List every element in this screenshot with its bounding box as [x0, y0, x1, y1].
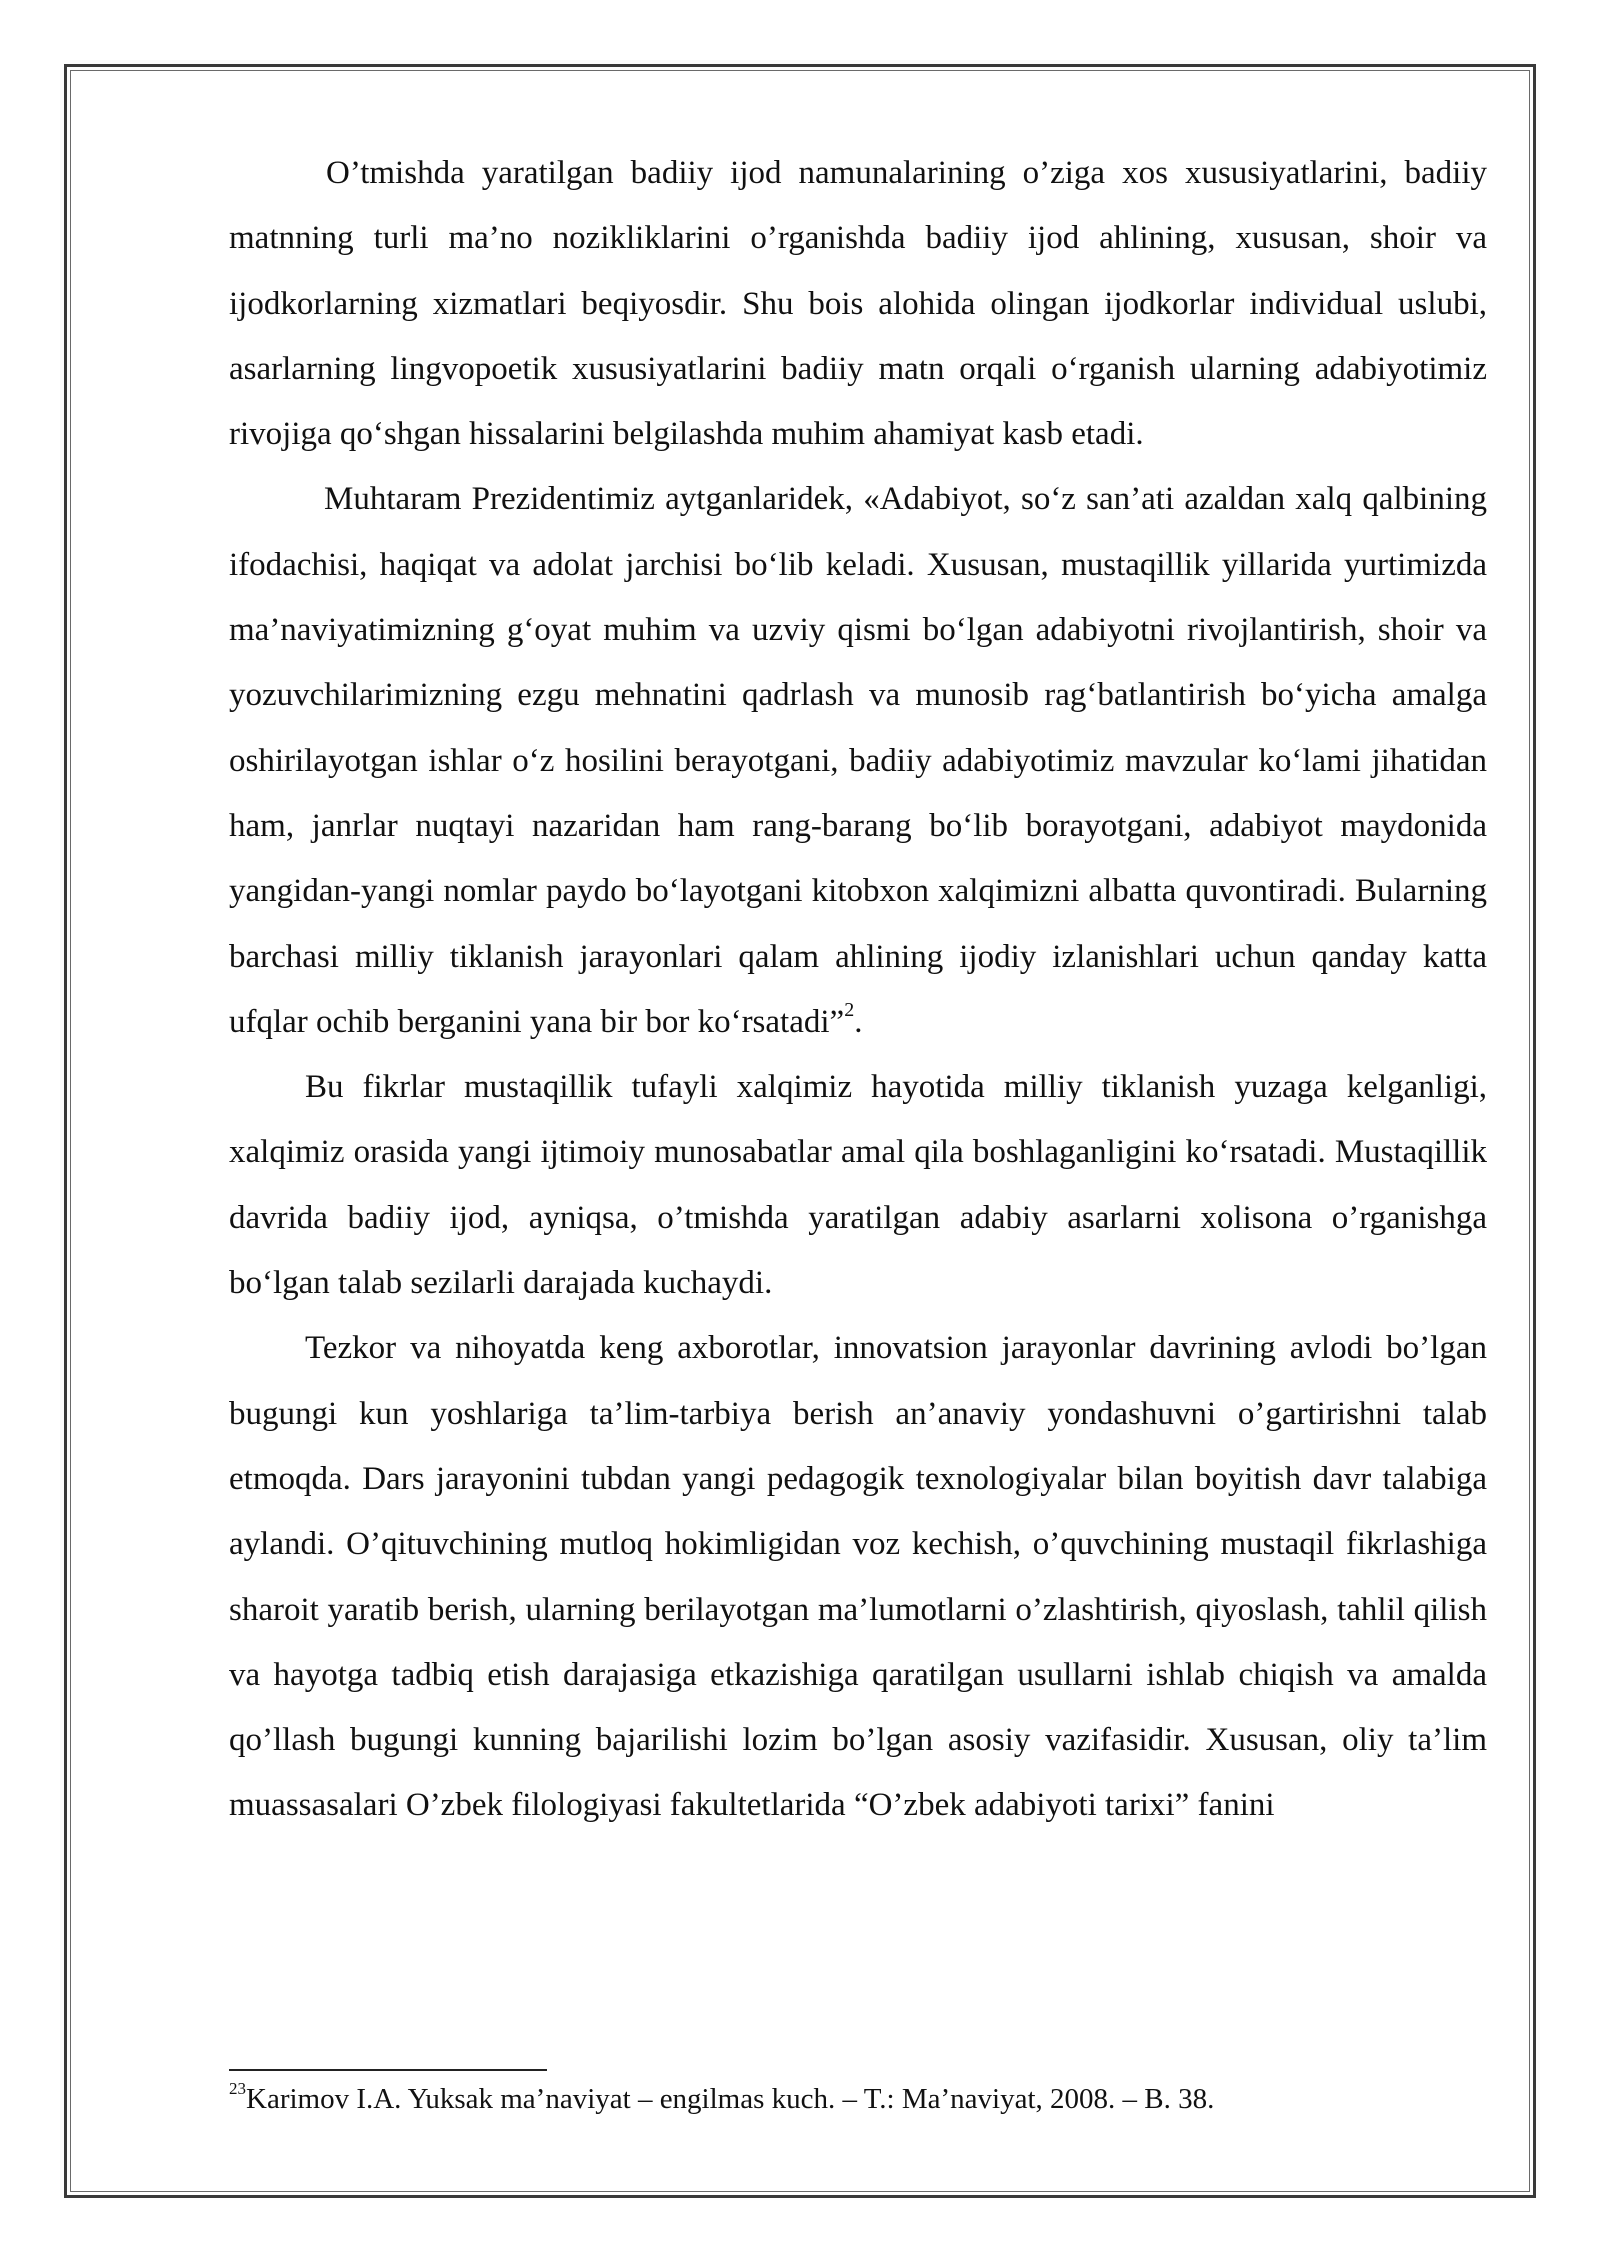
paragraph-3: Bu fikrlar mustaqillik tufayli xalqimiz hayotida milliy tiklanish yuzaga kelganligi, xalqimiz orasida yangi ijtimoiy munosabatlar amal qila boshlaganligini ko‘rsatadi. Mustaqillik davrida badiiy ijod, ayniqsa, o’tmishda yaratilgan adabiy asarlarni xolisona o’rganishga bo‘lgan talab sezilarli darajada kuchaydi.	[229, 1069, 1487, 1302]
footnote-separator	[229, 2069, 547, 2071]
paragraph-2-end-punct: .	[854, 1003, 863, 1040]
paragraph-4: Tezkor va nihoyatda keng axborotlar, innovatsion jarayonlar davrining avlodi bo’lgan bugungi kun yoshlariga ta’lim-tarbiya berish an’anaviy yondashuvni o’gartirishni talab etmoqda. Dars jarayonini tubdan yangi pedagogik texnologiyalar bilan boyitish davr talabiga aylandi. O’qituvchining mutloq hokimligidan voz kechish, o’quvchining mustaqil fikrlashiga sharoit yaratib berish, ularning berilayotgan ma’lumotlarni o’zlashtirish, qiyoslash, tahlil qilish va hayotga tadbiq etish darajasiga etkazishiga qaratilgan usullarni ishlab chiqish va amalda qo’llash bugungi kunning bajarilishi lozim bo’lgan asosiy vazifasidir. Xususan, oliy ta’lim muassasalari O’zbek filologiyasi fakultetlarida “O’zbek adabiyoti tarixi” fanini	[229, 1330, 1487, 1824]
document-body	[229, 141, 1487, 1839]
footnote	[229, 2079, 1487, 2119]
footnote-text: Karimov I.A. Yuksak ma’naviyat – engilmas kuch. – T.: Ma’naviyat, 2008. – B. 38.	[246, 2083, 1215, 2115]
paragraph-2	[229, 467, 1487, 1055]
paragraph-2-text: Muhtaram Prezidentimiz aytganlaridek, «Adabiyot, so‘z san’ati azaldan xalq qalbining ifodachisi, haqiqat va adolat jarchisi bo‘lib keladi. Xususan, mustaqillik yillarida yurtimizda ma’naviyatimizning g‘oyat muhim va uzviy qismi bo‘lgan adabiyotni rivojlantirish, shoir va yozuvchilarimizning ezgu mehnatini qadrlash va munosib rag‘batlantirish bo‘yicha amalga oshirilayotgan ishlar o‘z hosilini berayotgani, badiiy adabiyotimiz mavzular ko‘lami jihatidan ham, janrlar nuqtayi nazaridan ham rang-barang bo‘lib borayotgani, adabiyot maydonida yangidan-yangi nomlar paydo bo‘layotgani kitobxon xalqimizni albatta quvontiradi. Bularning barchasi milliy tiklanish jarayonlari qalam ahlining ijodiy izlanishlari uchun qanday katta ufqlar ochib berganini yana bir bor ko‘rsatadi”	[229, 481, 1487, 1040]
paragraph-1: O’tmishda yaratilgan badiiy ijod namunalarining o’ziga xos xususiyatlarini, badiiy matnning turli ma’no nozikliklarini o’rganishda badiiy ijod ahlining, xususan, shoir va ijodkorlarning xizmatlari beqiyosdir. Shu bois alohida olingan ijodkorlar individual uslubi, asarlarning lingvopoetik xususiyatlarini badiiy matn orqali o‘rganish ularning adabiyotimiz rivojiga qo‘shgan hissalarini belgilashda muhim ahamiyat kasb etadi.	[229, 155, 1487, 453]
footnote-marker: 23	[229, 2079, 246, 2099]
footnote-reference: 2	[844, 998, 855, 1021]
